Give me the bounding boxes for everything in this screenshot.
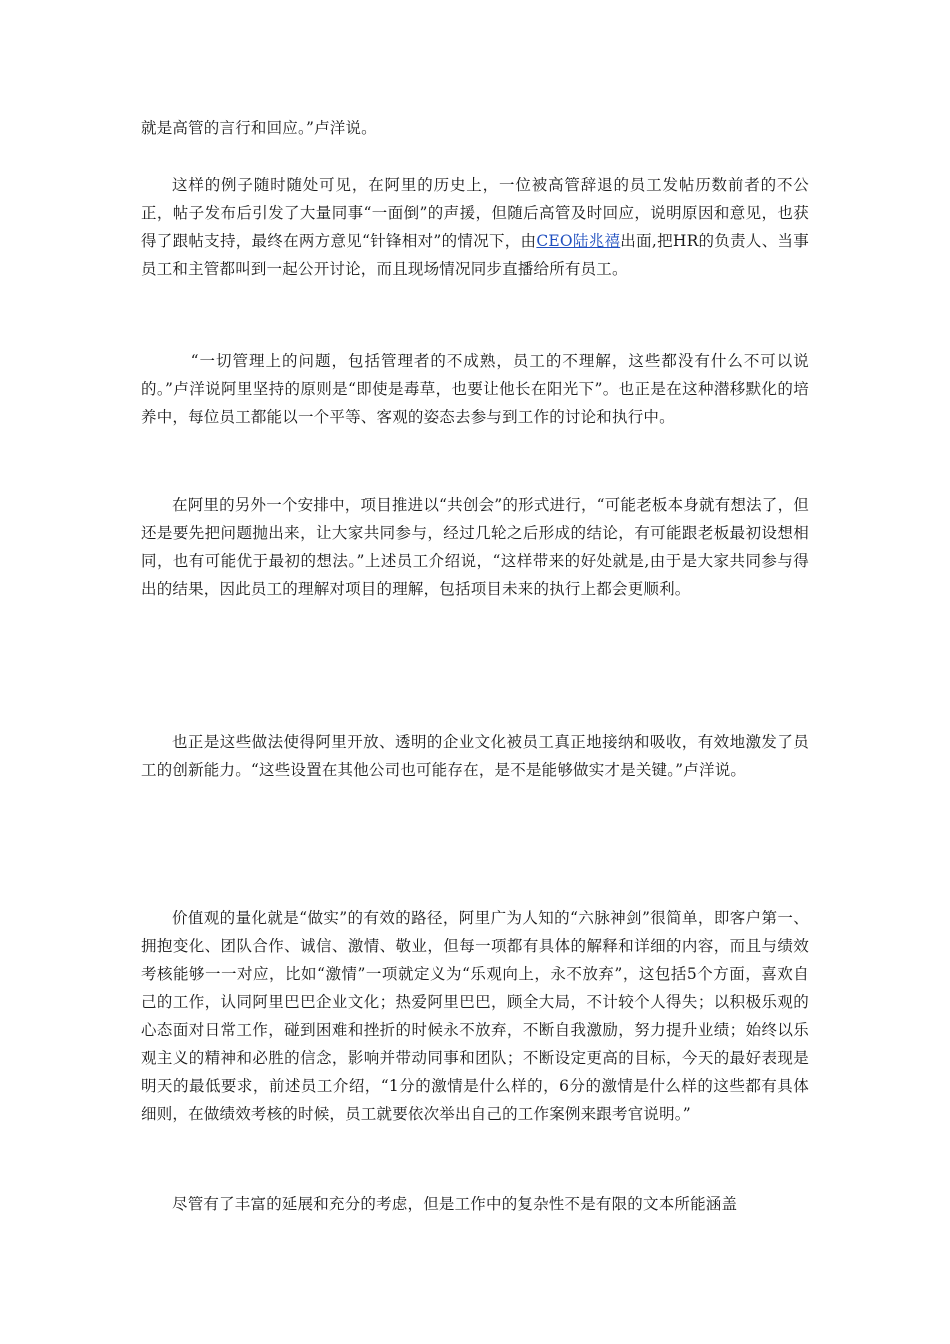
paragraph-5: 也正是这些做法使得阿里开放、透明的企业文化被员工真正地接纳和吸收，有效地激发了员工的创新能力。“这些设置在其他公司也可能存在，是不是能够做实才是关键。”卢洋说。	[141, 733, 809, 779]
paragraph-2-text-end: 出面,把HR的负责人、当事员工和主管都叫到一起公开讨论，而且现场情况同步直播给所有员工。	[141, 232, 809, 278]
paragraph-2-text-start: 这样的例子随时随处可见，在阿里的历史上，一位被高管辞退的员工发帖历数前者的不公正，帖子发布后引发了大量同事“一面倒”的声援，但随后高管及时回应，说明原因和意见，也获得了跟帖支持，最终在两方意见“针锋相对”的情况下，由	[141, 176, 809, 250]
ceo-link[interactable]: CEO陆兆禧	[536, 232, 621, 250]
paragraph-6: 价值观的量化就是“做实”的有效的路径，阿里广为人知的“六脉神剑”很简单，即客户第一、拥抱变化、团队合作、诚信、激情、敬业，但每一项都有具体的解释和详细的内容，而且与绩效考核能够一一对应，比如“激情”一项就定义为“乐观向上，永不放弃”，这包括5个方面，喜欢自己的工作，认同阿里巴巴企业文化；热爱阿里巴巴，顾全大局，不计较个人得失；以积极乐观的心态面对日常工作，碰到困难和挫折的时候永不放弃，不断自我激励，努力提升业绩；始终以乐观主义的精神和必胜的信念，影响并带动同事和团队；不断设定更高的目标，今天的最好表现是明天的最低要求，前述员工介绍，“1分的激情是什么样的，6分的激情是什么样的这些都有具体细则，在做绩效考核的时候，员工就要依次举出自己的工作案例来跟考官说明。”	[141, 909, 809, 1123]
paragraph-4: 在阿里的另外一个安排中，项目推进以“共创会”的形式进行，“可能老板本身就有想法了，但还是要先把问题抛出来，让大家共同参与，经过几轮之后形成的结论，有可能跟老板最初设想相同，也有可能优于最初的想法。”上述员工介绍说，“这样带来的好处就是,由于是大家共同参与得出的结果，因此员工的理解对项目的理解，包括项目未来的执行上都会更顺利。	[141, 496, 809, 598]
paragraph-1: 就是高管的言行和回应。”卢洋说。	[141, 119, 377, 137]
paragraph-3: “一切管理上的问题，包括管理者的不成熟，员工的不理解，这些都没有什么不可以说的。”卢洋说阿里坚持的原则是“即使是毒草，也要让他长在阳光下”。也正是在这种潜移默化的培养中，每位员工都能以一个平等、客观的姿态去参与到工作的讨论和执行中。	[141, 352, 809, 426]
paragraph-2	[141, 171, 809, 283]
paragraph-7: 尽管有了丰富的延展和充分的考虑，但是工作中的复杂性不是有限的文本所能涵盖	[172, 1195, 738, 1213]
